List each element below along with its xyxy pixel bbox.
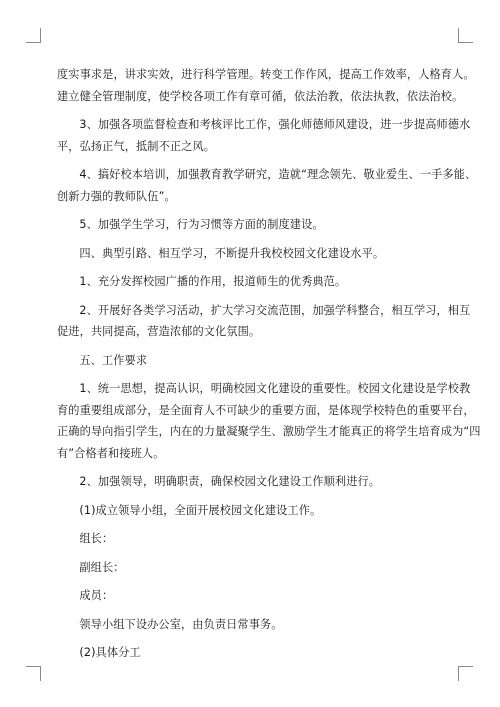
paragraph-spacing [57,293,445,300]
text-line: 促进，共同提高，营造浓郁的文化氛围。 [57,325,261,338]
text-line: 正确的导向指引学生，内在的力量凝聚学生、激励学生才能真正的将学生培育成为“四 [57,425,481,438]
paragraph-spacing [57,371,445,378]
text-line: 建立健全管理制度，使学校各项工作有章可循，依法治教，依法执教，依法治校。 [57,89,464,103]
paragraph-spacing [57,550,445,557]
paragraph-spacing [57,521,445,528]
text-line: 成员： [79,589,114,602]
text-line: 四、典型引路、相互学习，不断提升我校校园文化建设水平。 [79,246,385,260]
paragraph-spacing [57,207,445,214]
text-line: (1)成立领导小组，全面开展校园文化建设工作。 [79,503,322,517]
crop-mark-bottom-left [26,666,41,681]
text-line: 组长： [79,532,114,545]
paragraph-spacing [57,607,445,614]
paragraph-spacing [57,264,445,271]
text-line: 平，弘扬正气，抵制不正之风。 [57,139,216,153]
document-body [57,64,481,664]
text-line: 5、加强学生学习，行为习惯等方面的制度建设。 [79,218,324,231]
text-line: 3、加强各项监督检查和考核评比工作，强化师德师风建设，进一步提高师德水 [79,118,471,131]
text-line: (2)具体分工 [79,646,141,659]
crop-mark-top-left [26,28,41,43]
text-line: 领导小组下设办公室，由负责日常事务。 [79,617,283,631]
text-line: 1、统一思想，提高认识，明确校园文化建设的重要性。校园文化建设是学校教 [79,382,471,395]
text-line: 4、搞好校本培训，加强教育教学研究，造就“理念领先、敬业爱生、一手多能、 [79,168,477,181]
text-line: 1、充分发挥校园广播的作用，报道师生的优秀典范。 [79,275,347,288]
text-line: 创新力强的教师队伍”。 [57,189,176,203]
paragraph-spacing [57,107,445,114]
text-line: 2、加强领导，明确职责，确保校园文化建设工作顺利进行。 [79,475,381,488]
paragraph-spacing [57,635,445,642]
paragraph-spacing [57,464,445,471]
paragraph-spacing [57,236,445,243]
text-line: 五、工作要求 [79,353,148,367]
text-line: 育的重要组成部分，是全面育人不可缺少的重要方面，是体现学校特色的重要平台， [57,403,475,417]
paragraph-spacing [57,493,445,500]
text-line: 副组长： [79,560,125,574]
paragraph-spacing [57,157,445,164]
crop-mark-top-right [458,28,473,43]
text-line: 有”合格者和接班人。 [57,446,165,460]
crop-mark-bottom-right [458,666,473,681]
paragraph-spacing [57,343,445,350]
text-line: 度实事求是，讲求实效，进行科学管理。转变工作作风，提高工作效率，人格育人。 [57,68,475,81]
paragraph-spacing [57,578,445,585]
text-line: 2、开展好各类学习活动，扩大学习交流范围，加强学科整合，相互学习，相互 [79,303,471,317]
